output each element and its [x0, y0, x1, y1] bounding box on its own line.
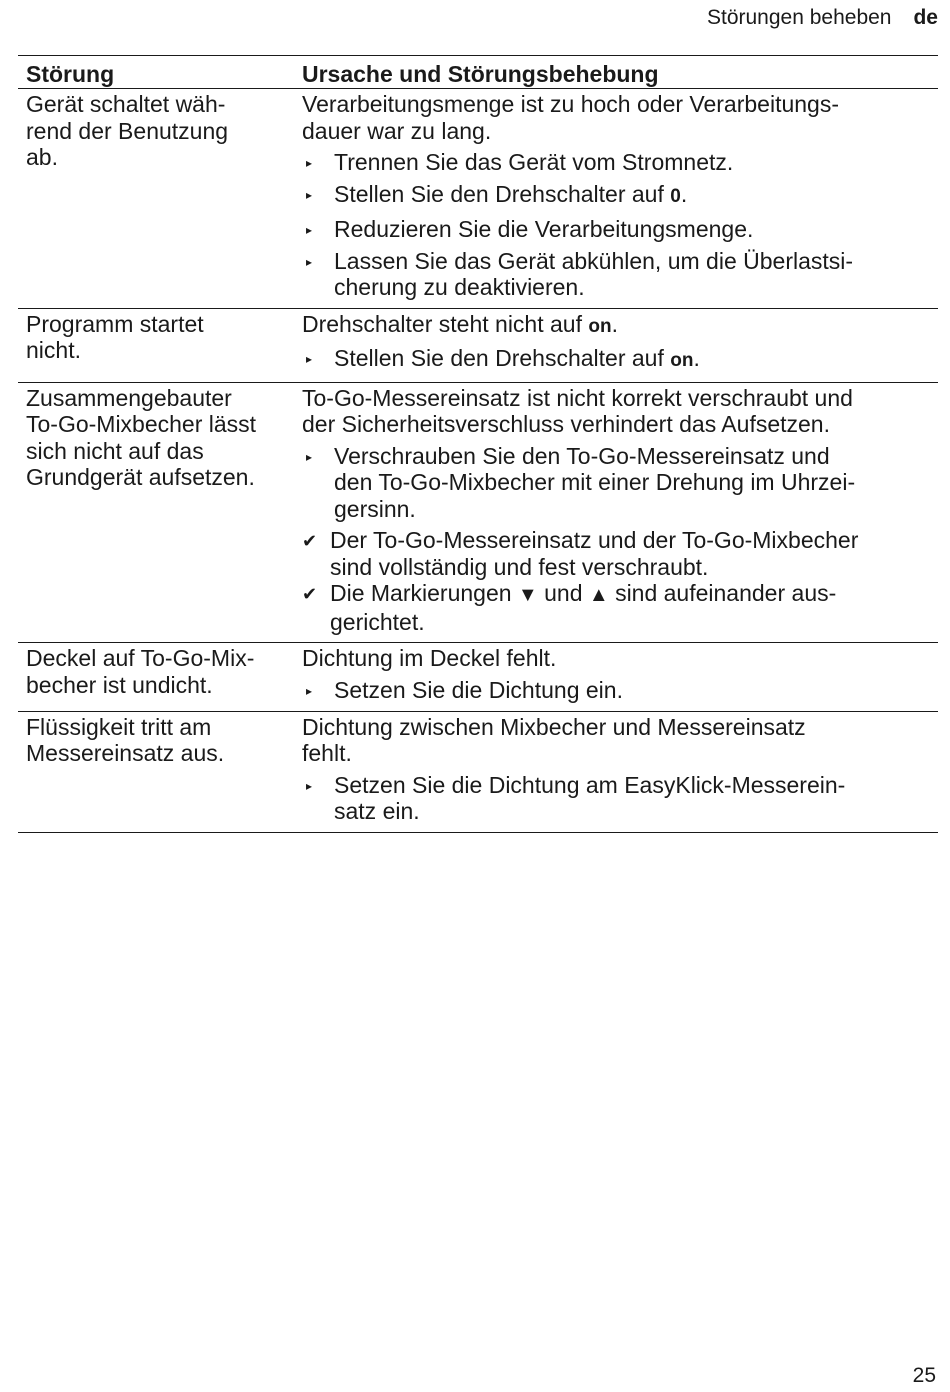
troubleshooting-table — [18, 55, 938, 833]
step-arrow-icon: ▸ — [306, 222, 313, 237]
problem-cell: Zusammengebauter To-Go-Mixbecher lässt sich nicht auf das Grundgerät aufsetzen. — [26, 384, 257, 490]
switch-value: 0 — [670, 186, 681, 207]
check-icon: ✔ — [302, 584, 318, 604]
cause-text: Verarbeitungsmenge ist zu hoch oder Verarbeitungs- dauer war zu lang. — [302, 91, 839, 144]
triangle-down-icon: ▼ — [517, 584, 538, 606]
step-arrow-icon: ▸ — [306, 683, 313, 698]
cause-text: Drehschalter steht nicht auf on. — [302, 310, 618, 337]
table-row — [18, 383, 938, 644]
triangle-up-icon: ▲ — [588, 584, 609, 606]
step-arrow-icon: ▸ — [306, 352, 313, 366]
step-arrow-icon: ▸ — [306, 156, 313, 170]
problem-cell: Deckel auf To-Go-Mix- becher ist undicht. — [26, 645, 255, 698]
cause-cell — [294, 385, 938, 636]
step-text: Setzen Sie die Dichtung ein. — [334, 676, 623, 703]
step-item — [302, 248, 932, 301]
step-item — [302, 443, 932, 523]
column-header-problem: Störung — [26, 61, 115, 87]
page-header — [707, 6, 938, 30]
table-row — [18, 643, 938, 712]
column-header-cause: Ursache und Störungsbehebung — [302, 61, 659, 87]
result-text: Der To-Go-Messereinsatz und der To-Go-Mixbecher sind vollständig und fest verschraubt. — [330, 527, 859, 580]
result-item — [302, 527, 932, 580]
step-item — [302, 772, 932, 825]
step-item — [302, 677, 932, 704]
cause-cell — [294, 91, 938, 301]
switch-value: on — [588, 315, 612, 337]
step-text: Lassen Sie das Gerät abkühlen, um die Überlastsi- cherung zu deaktivieren. — [334, 247, 854, 300]
step-text: Setzen Sie die Dichtung am EasyKlick-Messerein- satz ein. — [334, 771, 846, 824]
cause-text: Dichtung im Deckel fehlt. — [302, 645, 557, 671]
step-text: Stellen Sie den Drehschalter auf on. — [334, 345, 700, 371]
step-item — [302, 345, 932, 375]
cause-text: To-Go-Messereinsatz ist nicht korrekt verschraubt und der Sicherheitsverschluss verhindert das Aufsetzen. — [302, 384, 853, 437]
cause-cell — [294, 645, 938, 704]
step-item — [302, 181, 932, 211]
table-row — [18, 712, 938, 833]
step-arrow-icon: ▸ — [306, 778, 313, 793]
section-title: Störungen beheben — [706, 6, 892, 29]
problem-cell: Gerät schaltet wäh- rend der Benutzung ab. — [26, 91, 229, 170]
step-text: Reduzieren Sie die Verarbeitungsmenge. — [334, 215, 754, 242]
problem-cell: Flüssigkeit tritt am Messereinsatz aus. — [26, 713, 225, 766]
result-item — [302, 580, 932, 635]
check-icon: ✔ — [302, 531, 318, 551]
table-header — [18, 56, 938, 89]
step-text: Trennen Sie das Gerät vom Stromnetz. — [334, 149, 734, 175]
step-item — [302, 216, 932, 243]
step-item — [302, 149, 932, 176]
table-row — [18, 309, 938, 383]
switch-value: on — [670, 350, 694, 371]
step-arrow-icon: ▸ — [306, 254, 313, 269]
step-text: Verschrauben Sie den To-Go-Messereinsatz und den To-Go-Mixbecher mit einer Drehung im Uhrzei- gersinn. — [334, 442, 856, 522]
language-code: de — [913, 6, 938, 29]
table-row — [18, 89, 938, 309]
step-arrow-icon: ▸ — [306, 188, 313, 202]
cause-text: Dichtung zwischen Mixbecher und Messereinsatz fehlt. — [302, 713, 806, 766]
step-arrow-icon: ▸ — [306, 449, 313, 464]
step-text: Stellen Sie den Drehschalter auf 0. — [334, 181, 688, 207]
result-text: Die Markierungen ▼ und ▲ sind aufeinander aus- gerichtet. — [330, 580, 837, 635]
page-number: 25 — [912, 1364, 936, 1387]
cause-cell — [294, 311, 938, 375]
problem-cell: Programm startet nicht. — [26, 310, 204, 363]
cause-cell — [294, 714, 938, 825]
